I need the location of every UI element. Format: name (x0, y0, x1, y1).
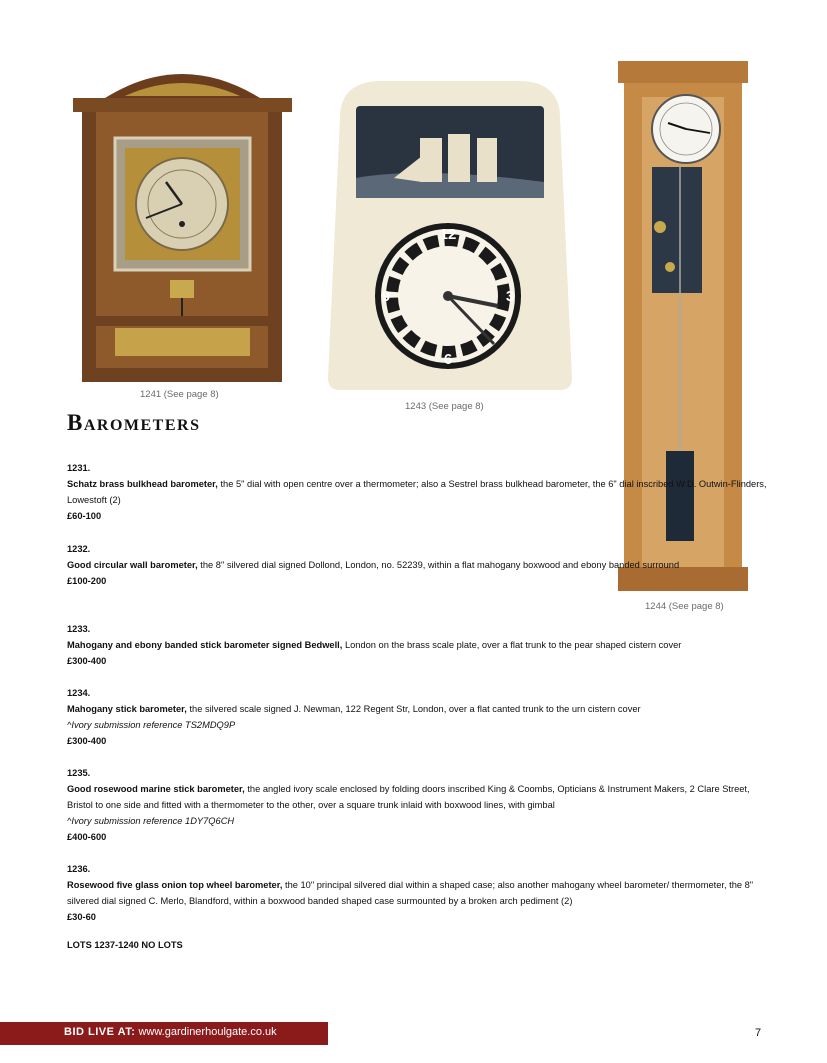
lot-number: 1231. (67, 463, 91, 473)
lot-1232 (67, 541, 777, 589)
lot-1233 (67, 621, 777, 669)
lot-title: Good circular wall barometer, (67, 560, 198, 570)
lot-title: Rosewood five glass onion top wheel barometer, (67, 880, 283, 890)
section-title: Barometers (67, 410, 201, 435)
ivory-submission-note: ^Ivory submission reference TS2MDQ9P (67, 720, 236, 730)
lot-1235 (67, 765, 777, 845)
lot-estimate: £300-400 (67, 656, 107, 666)
footer-website-link[interactable]: www.gardinerhoulgate.co.uk (138, 1026, 277, 1038)
lot-number: 1234. (67, 688, 91, 698)
lot-description: London on the brass scale plate, over a flat trunk to the pear shaped cistern cover (342, 640, 682, 650)
lot-1231 (67, 460, 777, 524)
footer-label: BID LIVE AT: (64, 1026, 136, 1038)
dial-numeral-3: 3 (505, 288, 515, 305)
ivory-submission-note: ^Ivory submission reference 1DY7Q6CH (67, 816, 235, 826)
lot-estimate: £300-400 (67, 736, 107, 746)
lot-description: the 5" dial with open centre over a thermometer; also a Sestrel brass bulkhead barometer, the 6" dial inscribed W.D. Outwin-Flinders, Lowestoft (2) (67, 479, 767, 505)
lot-1234 (67, 685, 777, 749)
clock-1243-image (322, 78, 578, 392)
lot-number: 1235. (67, 768, 91, 778)
lot-estimate: £60-100 (67, 511, 102, 521)
lot-title: Mahogany stick barometer, (67, 704, 187, 714)
lot-number: 1232. (67, 544, 91, 554)
lot-description: the silvered scale signed J. Newman, 122 Regent Str, London, over a flat canted trunk to the urn cistern cover (186, 704, 641, 714)
lot-estimate: £30-60 (67, 912, 96, 922)
caption-1244: 1244 (See page 8) (645, 601, 724, 612)
footer-bid-live (64, 1026, 277, 1038)
lot-estimate: £400-600 (67, 832, 107, 842)
lot-description: the 10" principal silvered dial within a shaped case; also another mahogany wheel barometer/ thermometer, the 8" silvered dial signed C. Merlo, Blandford, within a boxwood banded shaped case surmounted by a broken arch pediment (2) (67, 880, 754, 906)
lot-description: the 8" silvered dial signed Dollond, London, no. 52239, within a flat mahogany boxwood and ebony banded surround (197, 560, 680, 570)
lot-estimate: £100-200 (67, 576, 107, 586)
lot-number: 1233. (67, 624, 91, 634)
no-lots-notice: LOTS 1237-1240 NO LOTS (67, 940, 183, 950)
lot-title: Good rosewood marine stick barometer, (67, 784, 245, 794)
lot-number: 1236. (67, 864, 91, 874)
lot-title: Schatz brass bulkhead barometer, (67, 479, 218, 489)
caption-1241: 1241 (See page 8) (140, 389, 219, 400)
dial-numeral-6: 6 (443, 351, 453, 368)
caption-1243: 1243 (See page 8) (405, 401, 484, 412)
clock-1241-image (70, 58, 295, 390)
lot-1236 (67, 861, 777, 925)
dial-numeral-9: 9 (381, 288, 391, 305)
page-number: 7 (755, 1027, 762, 1039)
dial-numeral-12: 12 (439, 226, 457, 243)
lot-title: Mahogany and ebony banded stick barometer signed Bedwell, (67, 640, 343, 650)
lot-description: the angled ivory scale enclosed by folding doors inscribed King & Coombs, Opticians & Instrument Makers, 2 Clare Street, Bristol to one side and fitted with a thermometer to the other, over a square trunk inlaid with boxwood lines, with gimbal (67, 784, 750, 810)
